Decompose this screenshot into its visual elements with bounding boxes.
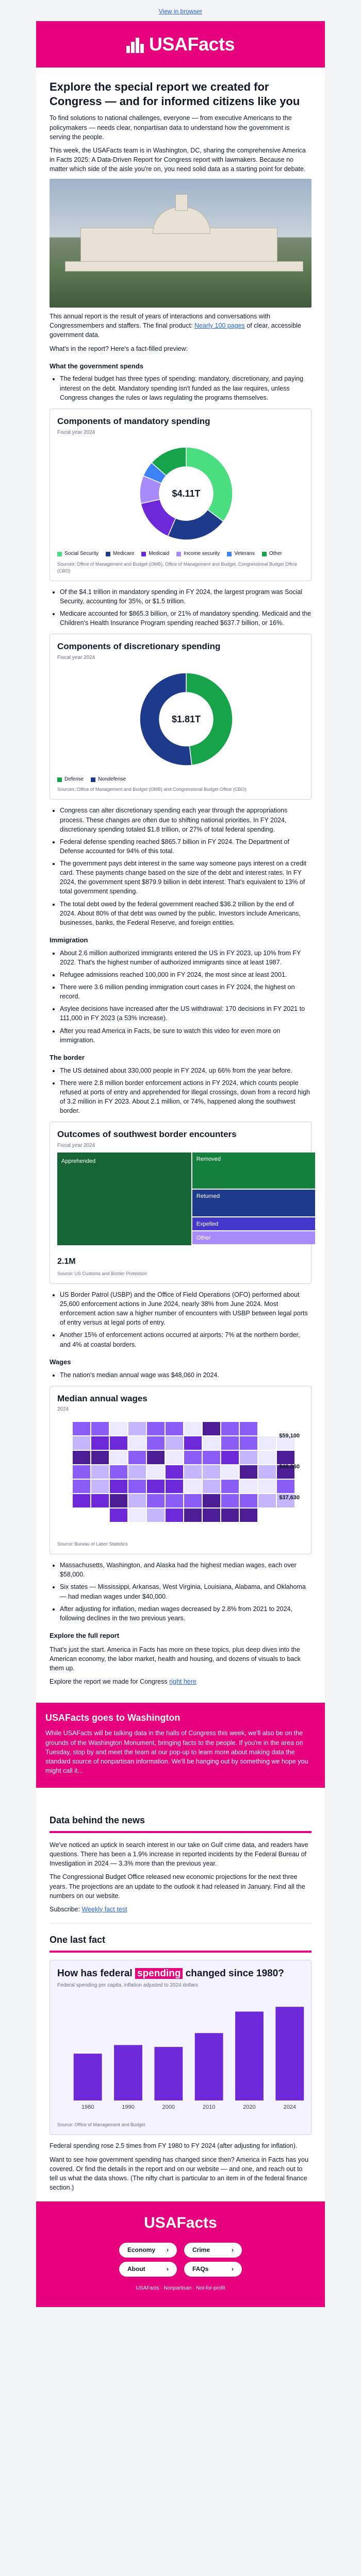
legend-swatch [106,552,110,556]
bar [74,2054,102,2100]
legend-item [57,776,84,784]
wage-label: $48,060 [279,1463,300,1470]
border-list-2 [50,1290,311,1349]
chart-legend [57,550,304,558]
bar [195,2033,223,2100]
chart-source: Source: Office of Management and Budget [57,2122,145,2128]
explore-link-line: Explore the report we made for Congress right here [50,1678,196,1686]
legend-label: Defense [64,776,84,782]
state-tile [73,1480,90,1493]
list-item: • Congress can alter discretionary spending each year through the appropriations process. These changes are often due to shifting national priorities. In FY 2024, discretionary spending totaled $1.8 trillion, or 27% of total federal spending. [60,806,311,834]
state-tile [166,1480,183,1493]
state-tile [184,1509,202,1522]
legend-label: Income security [184,551,220,557]
section-divider [50,1951,311,1953]
immigration-list [50,948,311,1045]
list-item: • About 2.6 million authorized immigrants entered the US in FY 2023, up 10% from FY 2022. That's the highest number of authorized immigrants since at least 1987. [60,948,311,967]
report-link[interactable]: Nearly 100 pages [194,322,245,330]
legend-label: Nondefense [98,776,126,782]
spending-heading: What the government spends [50,362,144,370]
state-tile [128,1480,146,1493]
wages-map-svg [57,1417,315,1535]
weekly-line: Subscribe: Weekly fact test [50,1905,127,1913]
legend-swatch [57,777,62,782]
state-tile [128,1422,146,1435]
state-tile [240,1465,257,1479]
state-tile [128,1494,146,1507]
chart-title: Outcomes of southwest border encounters [57,1129,237,1140]
list-item: • There were 2.8 million border enforcement actions in FY 2024, which counts people refused at ports of entry and apprehended for illegal crossings, down from a record high of 3.2 million in FY 2023. About 2.1 million, or 74%, happened along the southwest border. [60,1078,311,1116]
state-tile [73,1465,90,1479]
state-tile [221,1465,239,1479]
state-tile [147,1494,165,1507]
legend-item [227,550,254,558]
state-tile [91,1451,109,1464]
x-tick-label: 2010 [202,2104,216,2111]
legend-swatch [141,552,146,556]
washington-title: USAFacts goes to Washington [45,1713,180,1723]
chevron-right-icon: › [232,2246,234,2253]
list-item: • After you read America in Facts, be sure to watch this video for even more on immigration. [60,1026,311,1045]
discretionary-donut-svg [57,665,315,773]
chart-subtitle: Fiscal year 2024 [57,1142,95,1148]
border-list [50,1066,311,1116]
main-content [36,67,325,1696]
legend-swatch [91,777,95,782]
chart-source: Sources: Office of Management and Budget (OMB) and Congressional Budget Office (CBO) [57,787,247,792]
state-tile [147,1422,165,1435]
state-tile [147,1436,165,1450]
title-highlight: spending [135,1968,183,1979]
list-item: • Medicare accounted for $865.3 billion, or 21% of mandatory spending. Medicaid and the Children's Health Insurance Program spending reached $637.7 billion, or 16%. [60,609,311,628]
list-item: • Of the $4.1 trillion in mandatory spending in FY 2024, the largest program was Social Security, accounting for 35%, or $1.5 trillion. [60,587,311,606]
discretionary-spending-chart [50,634,311,800]
last-fact-chart [50,1960,311,2135]
divider [50,1923,311,1924]
state-tile [110,1465,127,1479]
state-tile [73,1436,90,1450]
footer-nav-economy[interactable]: Economy › [119,2243,177,2258]
state-tile [166,1422,183,1435]
wages-list-2 [50,1561,311,1623]
list-item: • Six states — Mississippi, Arkansas, West Virginia, Louisiana, Alabama, and Oklahoma — had median wages under $40,000. [60,1582,311,1601]
brand-logo: USAFacts [149,33,235,55]
bar [154,2047,183,2100]
state-tile [258,1480,276,1493]
state-tile [73,1451,90,1464]
state-tile [240,1509,257,1522]
list-item: • The total debt owed by the federal government reached $36.2 trillion by the end of 2024. About 80% of that debt was owned by the public. Investors include Americans, businesses, banks, the Federal Reserve, and foreign entities. [60,900,311,927]
legend-item [176,550,220,558]
wage-label: $59,100 [279,1432,300,1439]
state-tile [128,1436,146,1450]
treemap-label: Returned [196,1193,220,1200]
legend-label: Medicare [113,551,135,557]
state-tile [203,1436,220,1450]
state-tile [166,1436,183,1450]
state-tile [166,1465,183,1479]
treemap-label: Removed [196,1156,221,1163]
mandatory-spending-chart [50,409,311,581]
footer-nav-row [46,2243,315,2258]
bar [114,2045,142,2101]
state-tile [147,1509,165,1522]
view-in-browser [0,0,361,21]
legend-swatch [227,552,232,556]
list-item: • Federal defense spending reached $865.7 billion in FY 2024. The Department of Defense accounted for 94% of this total. [60,837,311,856]
legend-item [106,550,134,558]
state-tile [91,1436,109,1450]
state-tile [221,1451,239,1464]
list-item: • Refugee admissions reached 100,000 in FY 2024, the most since at least 2001. [60,970,311,979]
state-tile [147,1480,165,1493]
state-tile [258,1494,276,1507]
photo-caption: This annual report is the result of years of interactions and conversations with Congressmembers and staffers. The final product: Nearly 100 pages of clear, accessible government data. [50,313,302,339]
washington-box [36,1703,325,1788]
whats-in-report: What's in the report? Here's a fact-filled preview: [50,345,188,352]
treemap-label: Other [196,1235,211,1242]
state-tile [91,1465,109,1479]
state-tile [258,1465,276,1479]
state-tile [166,1451,183,1464]
x-tick-label: 2024 [283,2104,297,2111]
state-tile [184,1436,202,1450]
state-tile [221,1509,239,1522]
wages-heading: Wages [50,1358,71,1366]
state-tile [110,1436,127,1450]
discretionary-list [50,806,311,927]
state-tile [110,1480,127,1493]
list-item: • The nation's median annual wage was $48,060 in 2024. [60,1370,311,1380]
state-tile [221,1480,239,1493]
legend-label: Veterans [234,551,255,557]
footer [36,2201,325,2307]
x-tick-label: 2000 [162,2104,175,2111]
state-tile [221,1422,239,1435]
behind-paragraph-2: The Congressional Budget Office released new economic projections for the next three years. The projections are an update to the outlook it had released in January. Find all the numbers on our website. [50,1873,305,1900]
weekly-fact-link[interactable]: Weekly fact test [81,1905,127,1913]
spending-list [50,374,311,402]
list-item: • Asylee decisions have increased after the US withdrawal: 170 decisions in FY 2021 to 111,000 in FY 2023 (a 53% increase). [60,1004,311,1023]
chart-subtitle: Federal spending per capita, inflation adjusted to 2024 dollars [57,1982,198,1988]
bar [235,2012,264,2101]
treemap-label: Expelled [196,1221,219,1228]
state-tile [240,1451,257,1464]
state-tile [240,1422,257,1435]
state-tile [203,1451,220,1464]
washington-text: While USAFacts will be talking data in the halls of Congress this week, we'll also be on the grounds of the Washington Monument, bringing facts to the people. If you're in the area on Tuesday, stop by and meet the team at our pop-up to learn more about making data the standard source of nonpartisan information. We'll be hanging out by something we hope you might call it... [45,1730,308,1774]
legend-label: Social Security [64,551,99,557]
state-tile [110,1509,127,1522]
treemap-block [192,1231,315,1244]
footer-logo: USAFacts [144,2214,217,2232]
explore-report-link[interactable]: right here [169,1678,196,1686]
footer-nav-about[interactable]: About › [119,2262,177,2277]
state-tile [110,1494,127,1507]
state-tile [110,1451,127,1464]
wages-list [50,1370,311,1380]
wages-map-chart [50,1386,311,1554]
state-tile [166,1494,183,1507]
logo-bars-icon [126,36,144,53]
state-tile [203,1480,220,1493]
footer-nav-row [46,2262,315,2277]
hero-banner [36,21,325,67]
legend-item [141,550,169,558]
state-tile [184,1465,202,1479]
legend-item [91,776,126,784]
legend-swatch [57,552,62,556]
state-tile [277,1480,294,1493]
state-tile [221,1436,239,1450]
explore-heading: Explore the full report [50,1631,120,1639]
list-item: • Massachusetts, Washington, and Alaska had the highest median wages, each over $58,000. [60,1561,311,1579]
list-item: • Another 15% of enforcement actions occurred at airports; 7% at the northern border, and 4% at coastal borders. [60,1330,311,1349]
state-tile [240,1436,257,1450]
chart-source: Sources: Office of Management and Budget (OMB), Office of Management and Budget, Congressional Budget Office (CBO) [57,561,298,573]
legend-item [57,550,99,558]
border-treemap-svg [57,1153,315,1250]
chevron-right-icon: › [232,2265,234,2273]
list-item: • After adjusting for inflation, median wages decreased by 2.8% from 2021 to 2024, following declines in the two previous years. [60,1604,311,1623]
state-tile [184,1451,202,1464]
chart-source: Source: US Customs and Border Protection [57,1270,147,1276]
legend-swatch [176,552,181,556]
state-tile [110,1422,127,1435]
state-tile [91,1494,109,1507]
legend-label: Other [269,551,282,557]
state-tile [128,1509,146,1522]
x-tick-label: 2020 [243,2104,256,2111]
state-tile [128,1465,146,1479]
chart-title: Median annual wages [57,1393,147,1403]
mandatory-donut-svg [57,439,315,548]
state-tile [258,1451,276,1464]
behind-paragraph-1: We've noticed an uptick in search interest in our take on Gulf crime data, and readers have questions. There has been a 1.9% increase in reported incidents by the Federal Bureau of Investigation in 2024 — 3.3% more than the previous year. [50,1841,308,1868]
state-tile [147,1465,165,1479]
chevron-right-icon: › [167,2265,169,2273]
treemap-label: Apprehended [61,1158,96,1165]
legend-label: Medicaid [149,551,170,557]
email-container [36,21,325,2307]
footer-nav-crime[interactable]: Crime › [184,2243,242,2258]
chart-source: Source: Bureau of Labor Statistics [57,1541,128,1547]
donut-slice [186,447,233,521]
legend-item [262,550,282,558]
state-tile [73,1494,90,1507]
chevron-right-icon: › [167,2246,169,2253]
list-item: • US Border Patrol (USBP) and the Office of Field Operations (OFO) performed about 25,600 enforcement actions in June 2024, nearly 38% from June 2024. Most enforcement action saw a higher number of encounters with USBP between legal ports of entry versus at legal ports of entry. [60,1290,311,1328]
bar [275,2007,304,2100]
state-tile [184,1494,202,1507]
legend-swatch [262,552,267,556]
chart-legend [57,776,304,784]
donut-center-label: $1.81T [171,714,201,724]
state-tile [147,1451,165,1464]
state-tile [277,1451,294,1464]
page-title: Explore the special report we created for Congress — and for informed citizens like you [50,80,300,108]
list-item: • The US detained about 330,000 people in FY 2024, up 66% from the year before. [60,1066,311,1075]
state-tile [240,1480,257,1493]
mandatory-list [50,587,311,628]
last-fact-text: Federal spending rose 2.5 times from FY 1980 to FY 2024 (after adjusting for inflation). [50,2142,298,2150]
footer-tagline: USAFacts · Nonpartisan · Not-for-profit [136,2285,225,2292]
explore-text: That's just the start. America in Facts has more on these topics, plus deep dives into the American economy, the labor market, health and housing, and dozens of visuals to back them up. [50,1646,301,1672]
behind-heading: Data behind the news [50,1815,145,1825]
last-bar-svg [57,1992,315,2116]
x-tick-label: 1990 [122,2104,135,2111]
view-in-browser-link[interactable]: View in browser [158,8,203,15]
wage-label: $37,630 [279,1494,300,1501]
state-tile [240,1494,257,1507]
chart-title: Components of discretionary spending [57,641,221,652]
one-last-heading: One last fact [50,1934,106,1945]
immigration-heading: Immigration [50,936,88,944]
state-tile [91,1480,109,1493]
section-divider [50,1831,311,1833]
state-tile [184,1480,202,1493]
intro-paragraph-2: This week, the USAFacts team is in Washington, DC, sharing the comprehensive America in Facts 2025: A Data-Driven Report for Congress report with lawmakers. Because no matter which side of the aisle you're on, you need solid data as a starting point for debate. [50,146,306,173]
state-tile [203,1422,220,1435]
chart-subtitle: Fiscal year 2024 [57,655,95,661]
capitol-photo [50,179,311,308]
state-tile [73,1422,90,1435]
state-tile [203,1509,220,1522]
state-tile [128,1451,146,1464]
list-item: • The government pays debt interest in the same way someone pays interest on a credit card. These payments change based on the size of the debt and interest rates. In FY 2024, the government spent $879.9 billion in debt interest. That's equivalent to 13% of total government spending. [60,859,311,896]
state-tile [184,1422,202,1435]
donut-slice [141,499,175,536]
state-tile [91,1422,109,1435]
border-heading: The border [50,1053,85,1061]
state-tile [221,1494,239,1507]
state-tile [203,1494,220,1507]
chart-subtitle: 2024 [57,1406,69,1413]
chart-title: Components of mandatory spending [57,416,210,426]
behind-the-news [36,1795,325,2201]
state-tile [258,1436,276,1450]
border-encounters-chart [50,1122,311,1284]
chart-title: How has federal spending changed since 1980? [57,1968,284,1979]
footer-nav-faqs[interactable]: FAQs › [184,2262,242,2277]
state-tile [166,1509,183,1522]
x-tick-label: 1980 [81,2104,94,2111]
state-tile [203,1465,220,1479]
chart-subtitle: Fiscal year 2024 [57,429,95,435]
intro-paragraph-1: To find solutions to national challenges, everyone — from executive Americans to the policymakers — needs clear, nonpartisan data to understand how the government is serving the people. [50,114,292,141]
list-item: • There were 3.6 million pending immigration court cases in FY 2024, the highest on record. [60,982,311,1001]
list-item: • The federal budget has three types of spending: mandatory, discretionary, and paying interest on the debt. Mandatory spending isn't funded as the law requires, unless Congress changes the rules or laws regulating the programs themselves. [60,374,311,402]
border-total: 2.1M [57,1257,76,1266]
treemap-block [57,1153,191,1245]
donut-center-label: $4.11T [172,488,201,499]
last-fact-para: Want to see how government spending has changed since then? America in Facts has you covered. Or find the details in the report and on our website — and one, and reach out to tell us what the data shows. (The nifty chart is particular to an item in of the federal finance section.) [50,2156,308,2191]
